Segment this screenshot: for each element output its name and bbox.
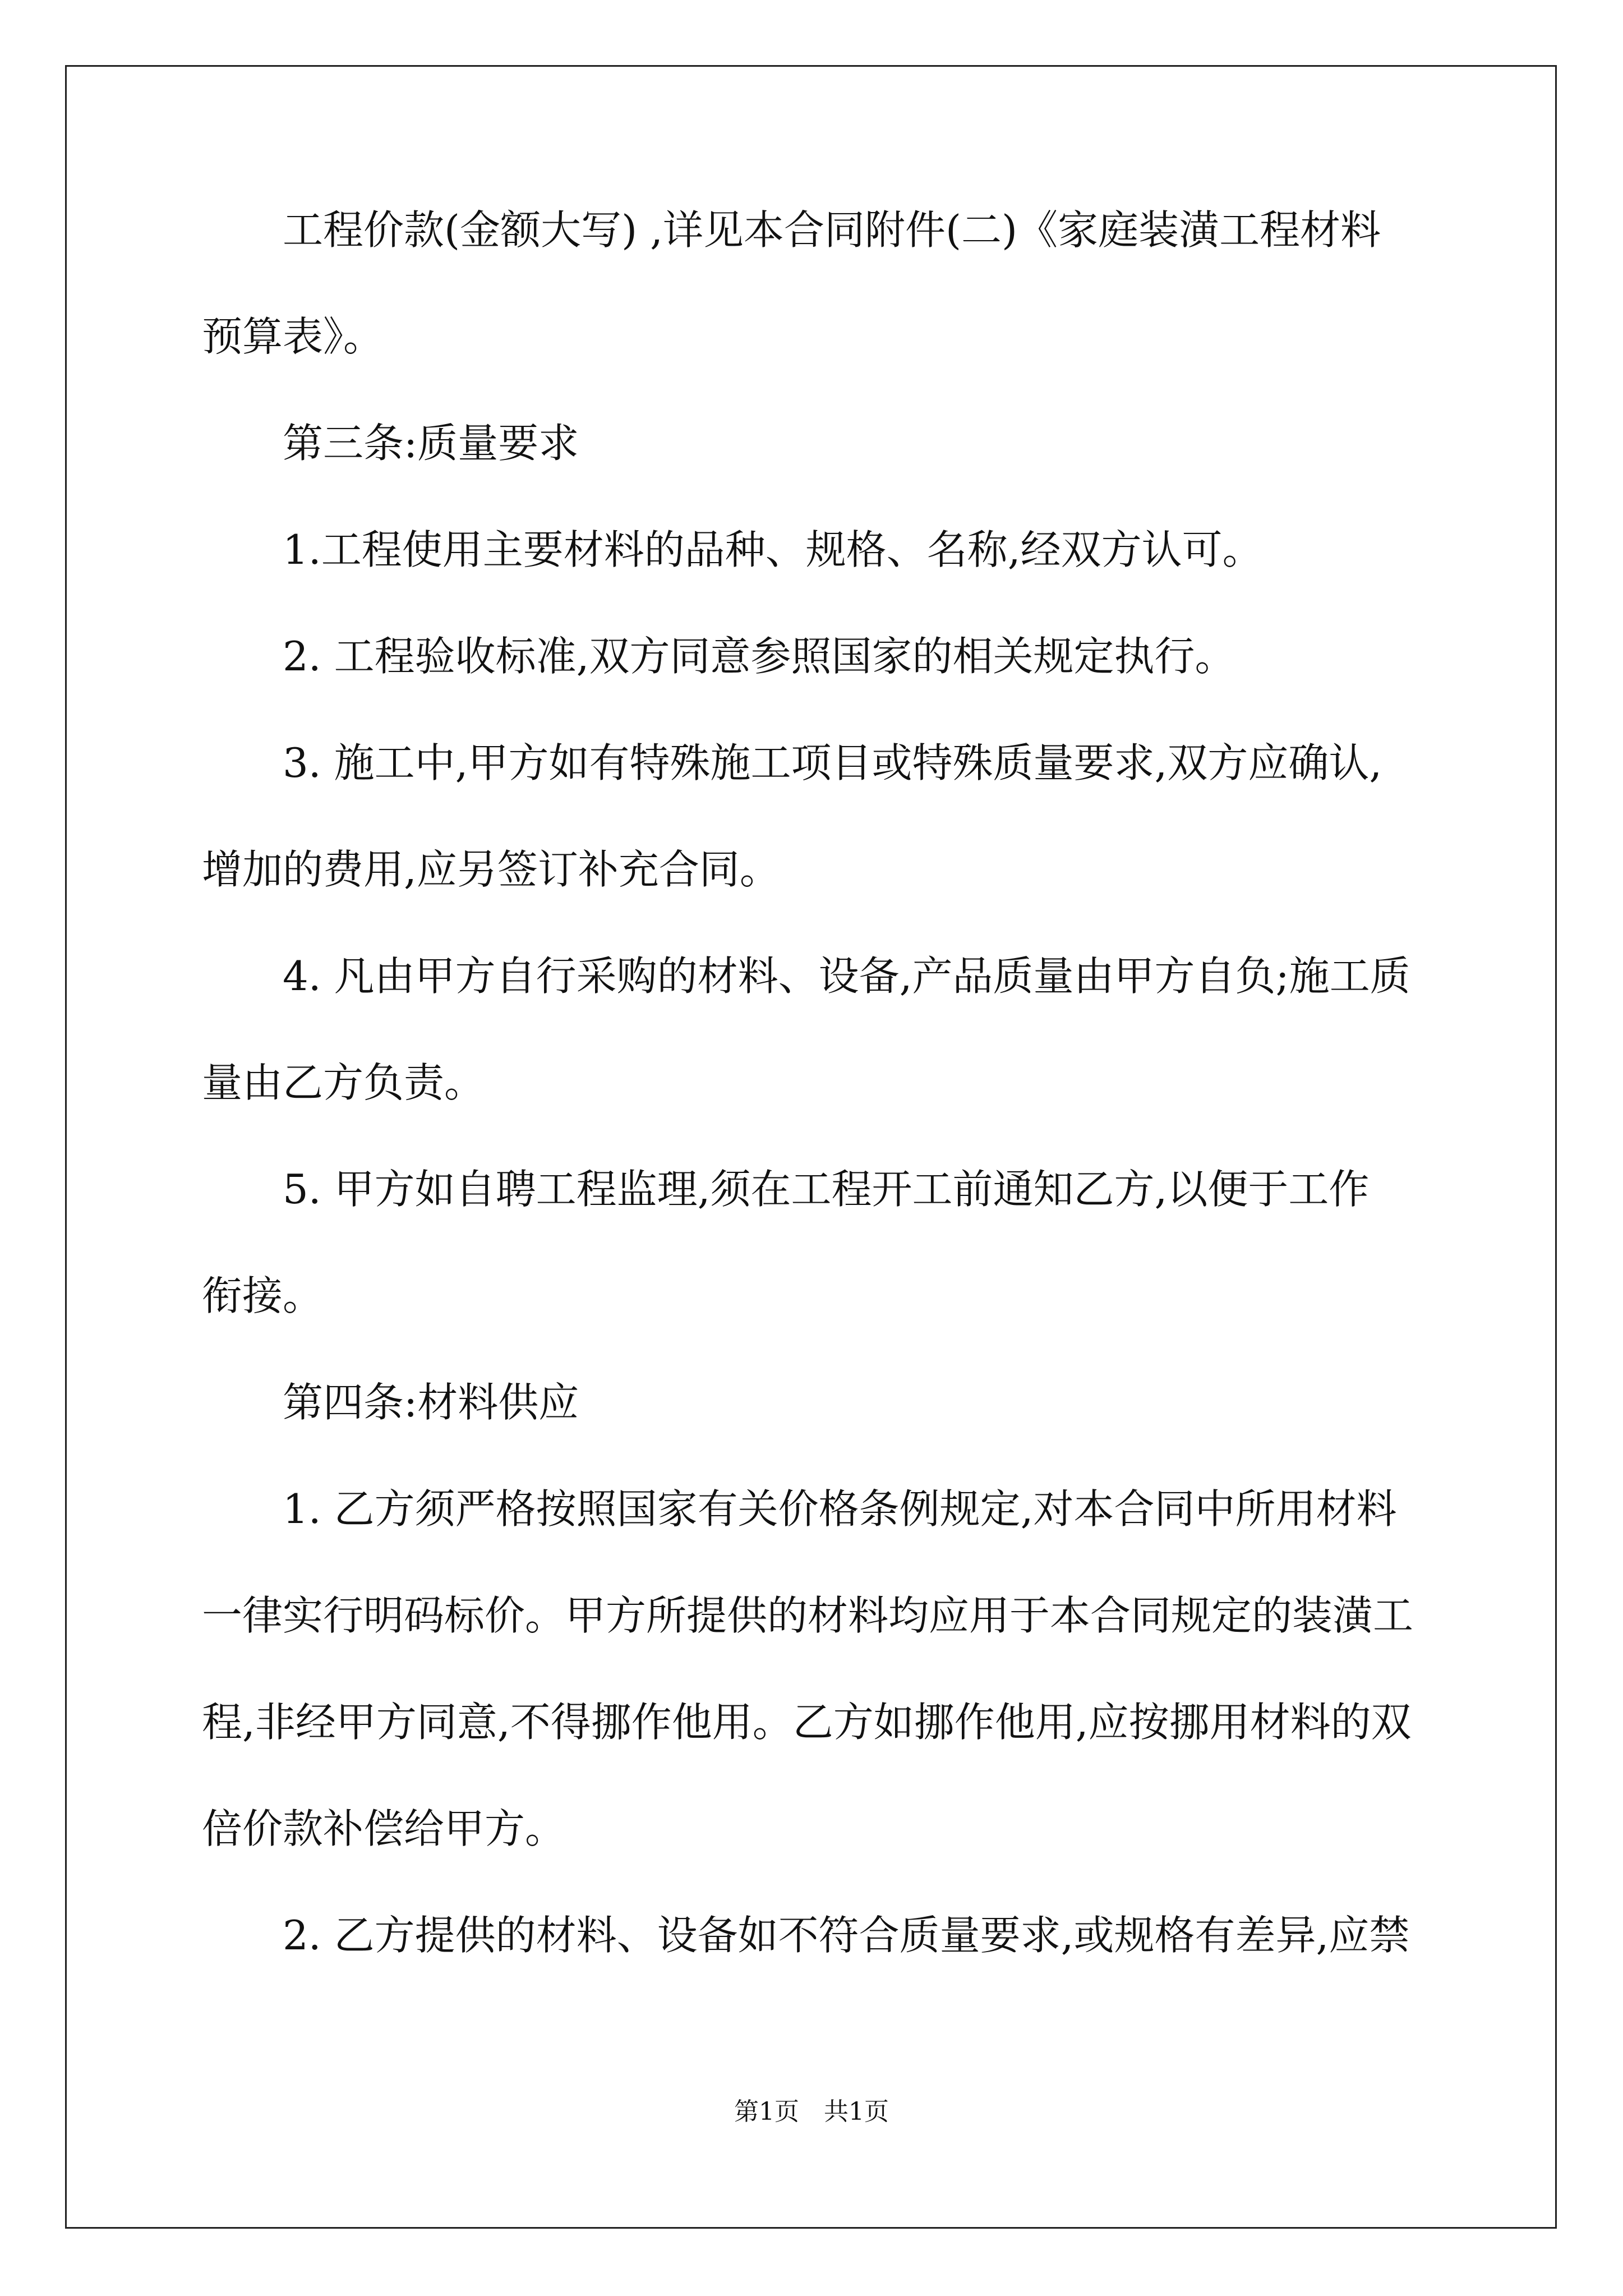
paragraph-line: 增加的费用,应另签订补充合同。	[202, 846, 780, 893]
paragraph-line: 5. 甲方如自聘工程监理,须在工程开工前通知乙方,以便于工作	[283, 1166, 1370, 1213]
section-heading: 第四条:材料供应	[283, 1379, 579, 1426]
paragraph-line: 1. 乙方须严格按照国家有关价格条例规定,对本合同中所用材料	[283, 1485, 1397, 1533]
paragraph-line: 3. 施工中,甲方如有特殊施工项目或特殊质量要求,双方应确认,	[283, 739, 1382, 786]
paragraph-line: 1.工程使用主要材料的品种、规格、名称,经双方认可。	[283, 526, 1263, 573]
page-footer: 第1页 共1页	[734, 2097, 889, 2126]
section-heading: 第三条:质量要求	[283, 420, 579, 467]
page-border	[65, 65, 1557, 2229]
paragraph-line: 2. 工程验收标准,双方同意参照国家的相关规定执行。	[283, 633, 1235, 680]
paragraph-line: 预算表》。	[202, 313, 384, 360]
paragraph-line: 程,非经甲方同意,不得挪作他用。乙方如挪作他用,应按挪用材料的双	[202, 1699, 1412, 1746]
paragraph-line: 量由乙方负责。	[202, 1059, 485, 1106]
paragraph-line: 4. 凡由甲方自行采购的材料、设备,产品质量由甲方自负;施工质	[283, 953, 1410, 1000]
paragraph-line: 工程价款(金额大写) ,详见本合同附件(二)《家庭装潢工程材料	[283, 206, 1381, 254]
paragraph-line: 倍价款补偿给甲方。	[202, 1805, 566, 1852]
paragraph-line: 2. 乙方提供的材料、设备如不符合质量要求,或规格有差异,应禁	[283, 1912, 1410, 1959]
paragraph-line: 衔接。	[202, 1272, 324, 1319]
paragraph-line: 一律实行明码标价。甲方所提供的材料均应用于本合同规定的装潢工	[202, 1592, 1414, 1639]
